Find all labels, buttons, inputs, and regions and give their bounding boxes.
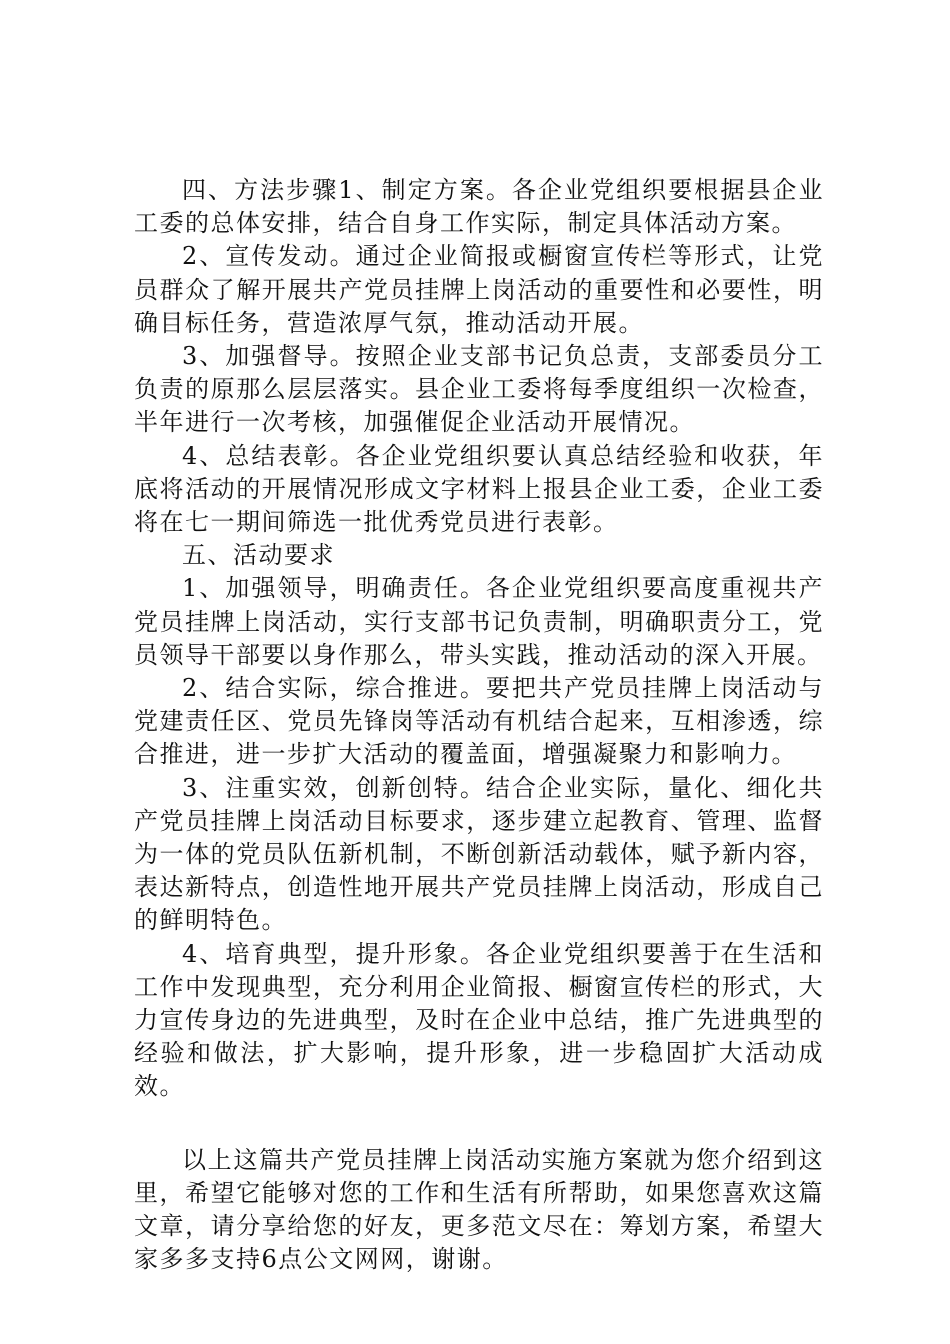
paragraph-method-step-3: 3、加强督导。按照企业支部书记负总责，支部委员分工负责的原那么层层落实。县企业工委将每季度组织一次检查，半年进行一次考核，加强催促企业活动开展情况。 [134,342,824,437]
paragraph-requirement-2: 2、结合实际，综合推进。要把共产党员挂牌上岗活动与党建责任区、党员先锋岗等活动有机结合起来，互相渗透，综合推进，进一步扩大活动的覆盖面，增强凝聚力和影响力。 [134,674,824,769]
paragraph-requirement-4: 4、培育典型，提升形象。各企业党组织要善于在生活和工作中发现典型，充分利用企业简报、橱窗宣传栏的形式，大力宣传身边的先进典型，及时在企业中总结，推广先进典型的经验和做法，扩大影响，提升形象，进一步稳固扩大活动成效。 [134,939,824,1101]
paragraph-method-step-1: 四、方法步骤1、制定方案。各企业党组织要根据县企业工委的总体安排，结合自身工作实际，制定具体活动方案。 [134,176,824,238]
closing-paragraph: 以上这篇共产党员挂牌上岗活动实施方案就为您介绍到这里，希望它能够对您的工作和生活有所帮助，如果您喜欢这篇文章，请分享给您的好友，更多范文尽在：筹划方案，希望大家多多支持6点公文网网，谢谢。 [134,1145,824,1274]
paragraph-requirement-1: 1、加强领导，明确责任。各企业党组织要高度重视共产党员挂牌上岗活动，实行支部书记负责制，明确职责分工，党员领导干部要以身作那么，带头实践，推动活动的深入开展。 [134,574,824,669]
paragraph-method-step-2: 2、宣传发动。通过企业简报或橱窗宣传栏等形式，让党员群众了解开展共产党员挂牌上岗活动的重要性和必要性，明确目标任务，营造浓厚气氛，推动活动开展。 [134,242,824,337]
document-body [134,174,824,1277]
section-heading-requirements: 五、活动要求 [182,541,335,570]
paragraph-method-step-4: 4、总结表彰。各企业党组织要认真总结经验和收获，年底将活动的开展情况形成文字材料上报县企业工委，企业工委将在七一期间筛选一批优秀党员进行表彰。 [134,441,824,537]
paragraph-requirement-3: 3、注重实效，创新创特。结合企业实际，量化、细化共产党员挂牌上岗活动目标要求，逐步建立起教育、管理、监督为一体的党员队伍新机制，不断创新活动载体，赋予新内容，表达新特点，创造性地开展共产党员挂牌上岗活动，形成自己的鲜明特色。 [134,773,824,935]
